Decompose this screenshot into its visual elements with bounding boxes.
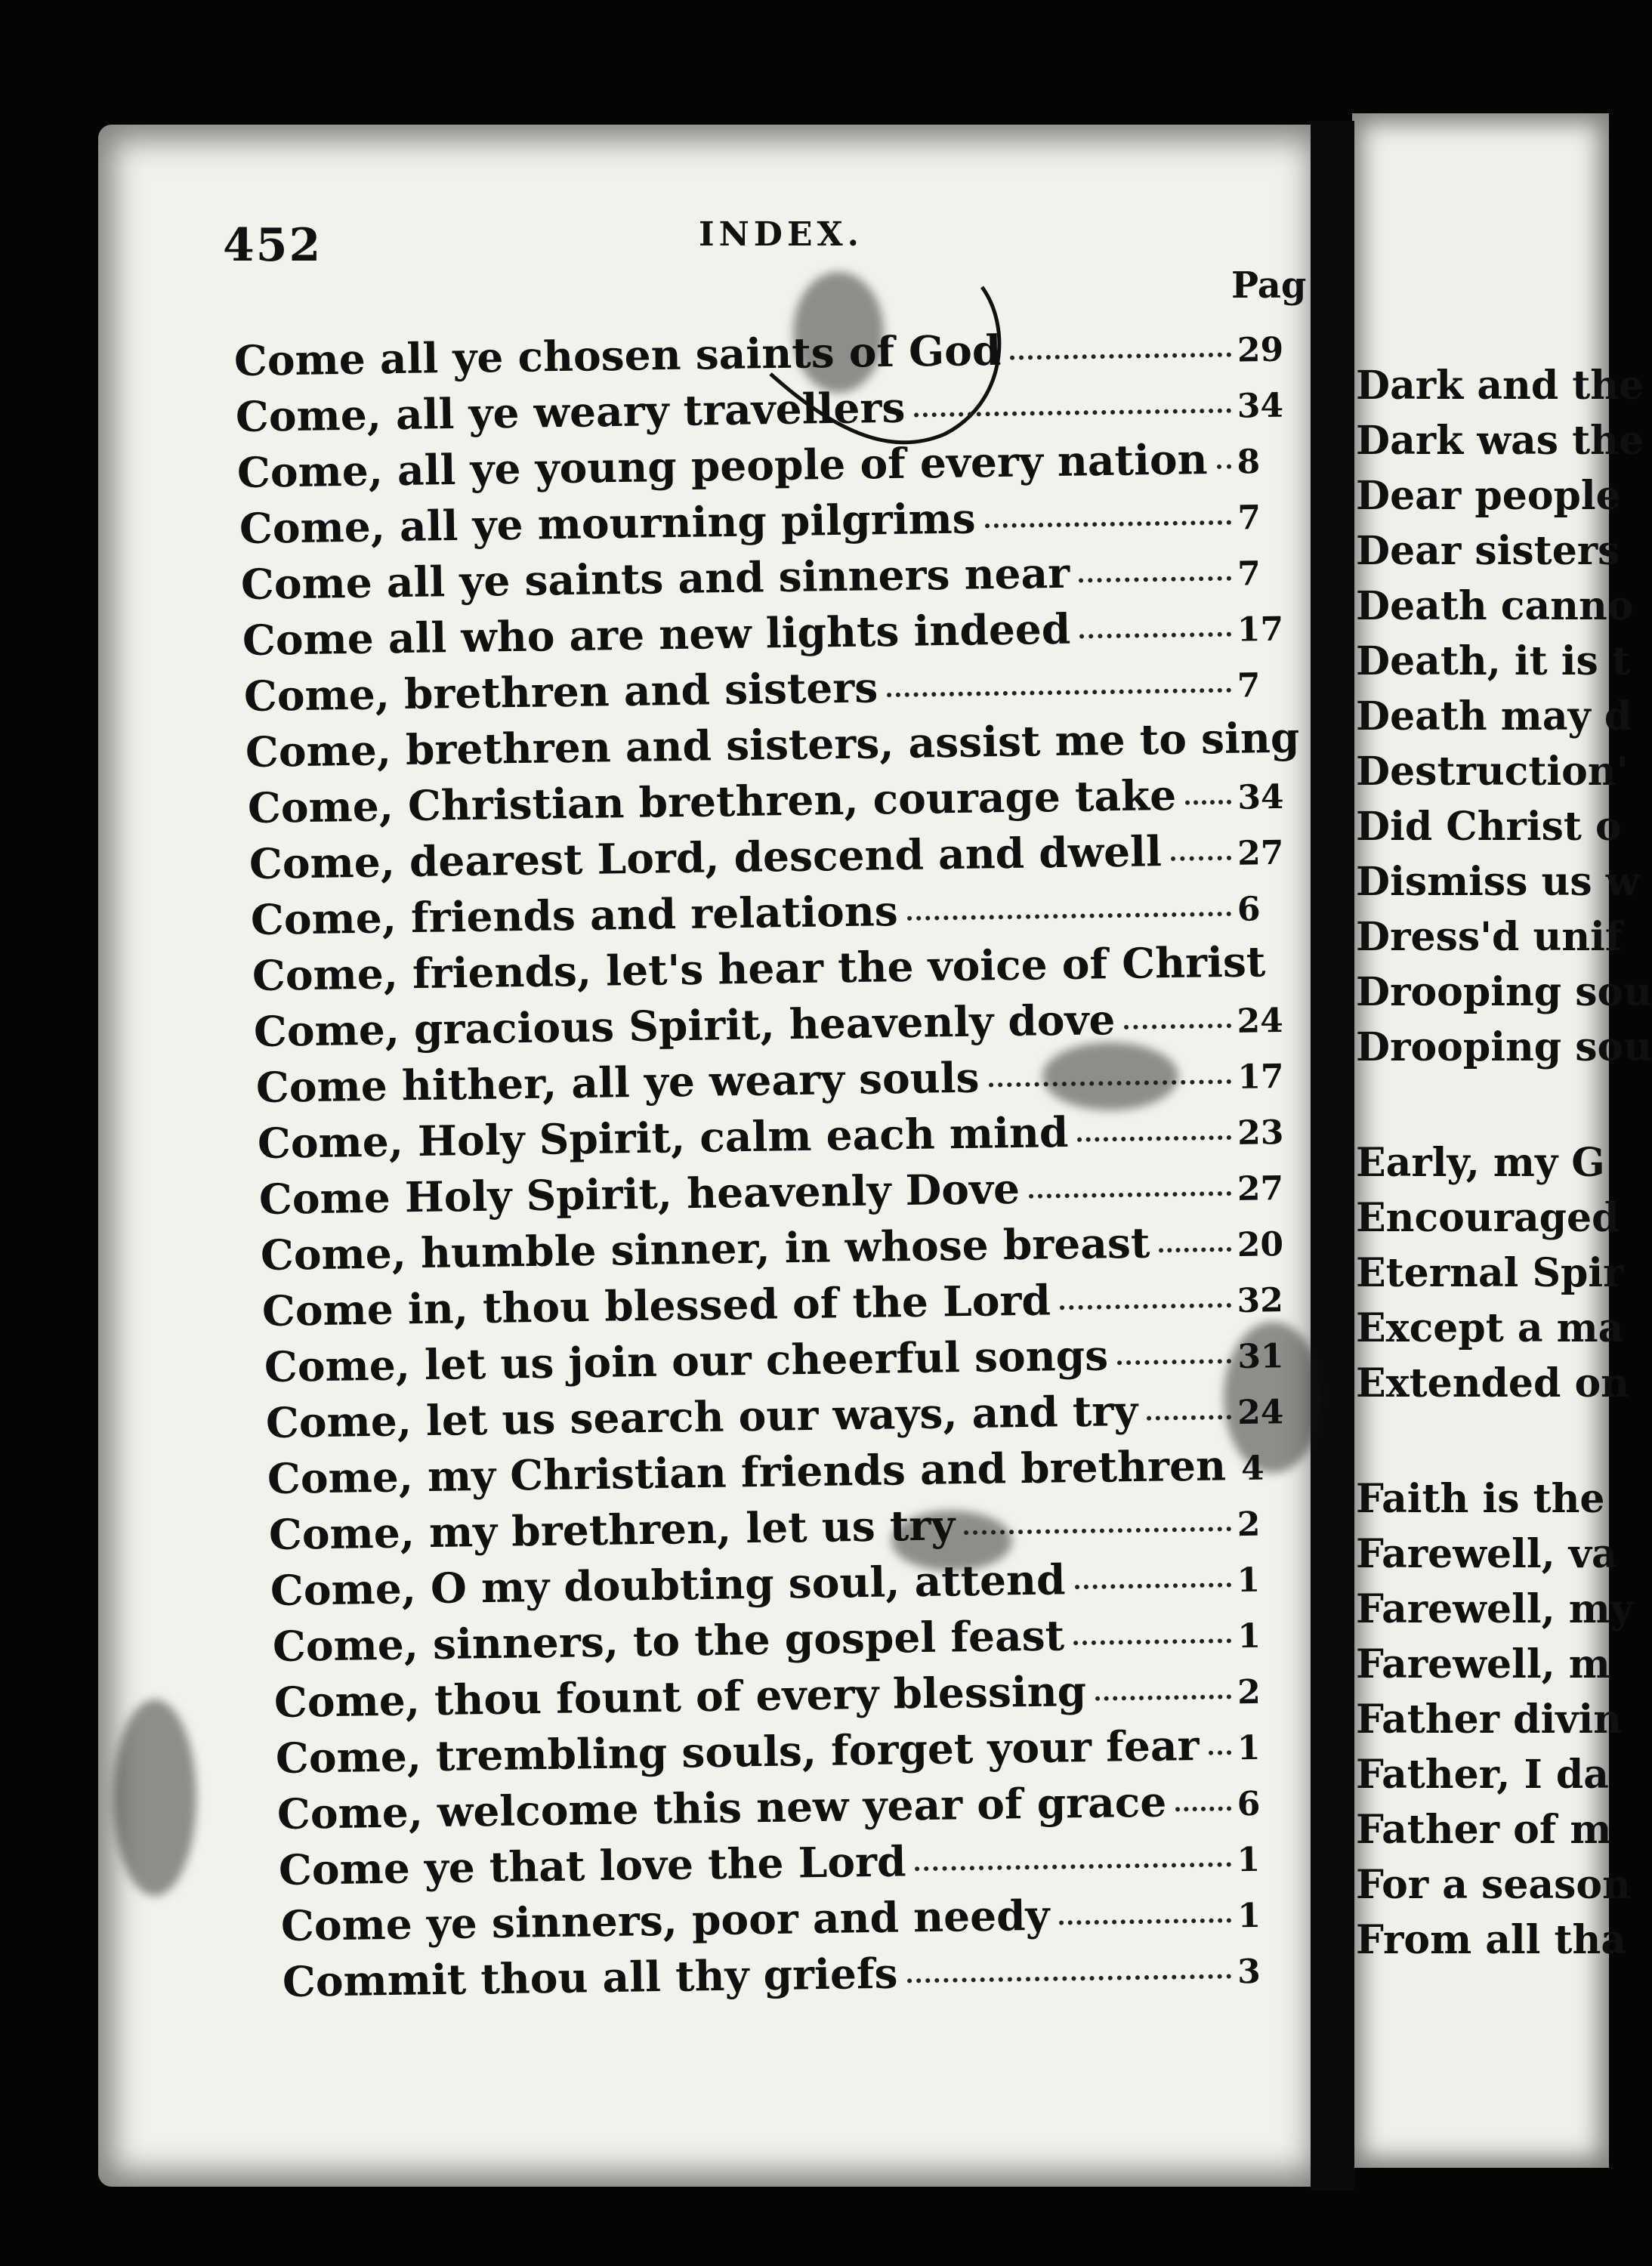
dot-leader — [1075, 1582, 1231, 1589]
dot-leader — [1010, 353, 1231, 360]
entry-page-number: 1 — [1237, 1896, 1261, 1936]
entry-title: Come, all ye young people of every nation — [236, 434, 1209, 497]
dot-leader — [1095, 1694, 1231, 1701]
entry-page-number: 7 — [1237, 554, 1261, 594]
entry-title: Come all who are new lights indeed — [242, 604, 1071, 665]
dot-leader — [1176, 1806, 1232, 1811]
entry-title: Come, sinners, to the gospel feast — [272, 1610, 1065, 1671]
entry-title: Come, thou fount of every blessing — [273, 1666, 1087, 1727]
entry-title: Come, Christian brethren, courage take — [247, 770, 1177, 832]
index-entry-truncated: Except a ma — [1356, 1305, 1624, 1351]
dot-leader — [1147, 1415, 1231, 1421]
entry-title: Come, all ye weary travellers — [235, 382, 906, 441]
index-entry-truncated: Early, my G — [1356, 1140, 1605, 1186]
entry-page-number: 32 — [1237, 1281, 1284, 1320]
entry-page-number: 7 — [1237, 499, 1261, 538]
entry-page-number: 23 — [1237, 1113, 1284, 1153]
entry-title: Come, dearest Lord, descend and dwell — [249, 826, 1163, 888]
dot-leader — [1079, 576, 1231, 583]
dot-leader — [1217, 465, 1231, 469]
entry-page-number: 24 — [1237, 1393, 1284, 1433]
index-entry-truncated: Drooping sou — [1356, 1024, 1652, 1070]
index-entry-truncated: Did Christ o — [1356, 804, 1622, 850]
running-title: INDEX. — [699, 215, 863, 254]
dot-leader — [1125, 1023, 1231, 1030]
entry-title: Come, Holy Spirit, calm each mind — [257, 1107, 1069, 1168]
entry-title: Come, humble sinner, in whose breast — [260, 1218, 1150, 1280]
dot-leader — [984, 520, 1231, 529]
entry-title: Come, trembling souls, forget your fear — [275, 1720, 1200, 1783]
index-entry-truncated: Destruction' — [1356, 749, 1629, 795]
entry-title: Commit thou all thy griefs — [282, 1948, 898, 2006]
index-entry-truncated: From all tha — [1356, 1917, 1627, 1963]
entry-page-number: 24 — [1237, 1001, 1284, 1041]
dot-leader — [1171, 856, 1231, 861]
index-entry-truncated: Dress'd unif — [1356, 914, 1623, 960]
dot-leader — [1060, 1303, 1231, 1310]
dot-leader — [888, 688, 1232, 697]
entry-page-number: 31 — [1237, 1337, 1284, 1377]
dot-leader — [964, 1527, 1231, 1535]
entry-page-number: 2 — [1237, 1672, 1261, 1712]
entry-title: Come, friends and relations — [250, 886, 899, 944]
index-entry-truncated: Faith is the — [1356, 1476, 1605, 1522]
entry-page-number: 8 — [1237, 443, 1261, 482]
entry-page-number: 27 — [1237, 833, 1284, 873]
entry-title: Come ye sinners, poor and needy — [280, 1890, 1050, 1950]
entry-title: Come, my Christian friends and brethren — [267, 1440, 1227, 1503]
entry-title: Come, my brethren, let us try — [268, 1500, 956, 1559]
index-entry-truncated: Father of m — [1356, 1807, 1612, 1853]
entry-title: Come all ye saints and sinners near — [240, 548, 1070, 609]
index-entry-truncated: Extended on — [1356, 1360, 1629, 1406]
dot-leader — [1117, 1359, 1231, 1365]
entry-page-number: 17 — [1237, 1057, 1284, 1097]
entry-title: Come, all ye mourning pilgrims — [239, 493, 976, 553]
dot-leader — [915, 409, 1231, 418]
index-entry-truncated: Dismiss us w — [1356, 859, 1640, 905]
dot-leader — [1029, 1191, 1231, 1199]
dot-leader — [1058, 1918, 1231, 1925]
dot-leader — [988, 1079, 1231, 1087]
index-entry-truncated: Farewell, m — [1356, 1641, 1610, 1687]
entry-page-number: 6 — [1237, 1784, 1261, 1824]
index-entry-truncated: Death canno — [1356, 583, 1634, 629]
index-entry-truncated: Death may d — [1356, 693, 1632, 739]
index-entry-truncated: Father, I da — [1356, 1752, 1609, 1798]
page-column-label: Pag — [1231, 264, 1307, 307]
entry-page-number: 1 — [1237, 1728, 1261, 1768]
entry-page-number: 6 — [1237, 890, 1261, 929]
dot-leader — [916, 1862, 1231, 1871]
entry-title: Come, gracious Spirit, heavenly dove — [253, 995, 1116, 1056]
entry-title: Come Holy Spirit, heavenly Dove — [258, 1163, 1021, 1224]
index-entry-truncated: Dear sisters — [1356, 528, 1620, 574]
entry-page-number: 1 — [1237, 1616, 1261, 1656]
index-entry-truncated: Drooping sou — [1356, 969, 1652, 1015]
entry-title: Come, let us join our cheerful songs — [264, 1330, 1109, 1391]
entry-title: Come hither, all ye weary souls — [255, 1052, 980, 1112]
entry-title: Come all ye chosen saints of God — [233, 325, 1002, 385]
index-entry-truncated: Encouraged — [1356, 1195, 1620, 1241]
entry-page-number: 29 — [1237, 330, 1284, 370]
book-gutter — [1311, 121, 1354, 2190]
entry-title: Come, friends, let's hear the voice of Christ — [252, 937, 1266, 1000]
entry-page-number: 4 — [1240, 1449, 1264, 1488]
entry-title: Come, brethren and sisters, assist me to sing — [245, 712, 1301, 776]
index-entry-truncated: Farewell, my — [1356, 1586, 1634, 1632]
index-entry-truncated: Death, it is t — [1356, 638, 1630, 684]
entry-page-number: 27 — [1237, 1169, 1284, 1209]
index-entry-truncated: Dear people — [1356, 473, 1621, 519]
dot-leader — [1185, 800, 1231, 805]
index-entry-truncated: Dark was the — [1356, 418, 1644, 464]
dot-leader — [1077, 1135, 1231, 1142]
dot-leader — [906, 1974, 1231, 1983]
dot-leader — [907, 912, 1231, 921]
dot-leader — [1209, 1750, 1232, 1755]
index-entry-truncated: Eternal Spir — [1356, 1250, 1624, 1296]
dot-leader — [1079, 632, 1231, 639]
entry-page-number: 2 — [1237, 1505, 1261, 1545]
entry-page-number: 17 — [1237, 610, 1284, 650]
entry-page-number: 7 — [1237, 666, 1261, 705]
entry-title: Come, let us search our ways, and try — [265, 1385, 1138, 1447]
entry-title: Come, O my doubting soul, attend — [270, 1554, 1067, 1615]
entry-page-number: 1 — [1237, 1840, 1261, 1880]
entry-page-number: 20 — [1237, 1225, 1284, 1264]
page-number: 452 — [223, 219, 323, 272]
dot-leader — [1073, 1638, 1231, 1645]
entry-page-number: 3 — [1237, 1952, 1261, 1992]
dot-leader — [1159, 1247, 1232, 1252]
index-entry-truncated: Father divin — [1356, 1696, 1623, 1743]
entry-page-number: 34 — [1237, 386, 1284, 426]
ink-stain — [113, 1700, 196, 1896]
entry-title: Come in, thou blessed of the Lord — [261, 1275, 1051, 1335]
entry-title: Come, brethren and sisters — [243, 662, 878, 721]
entry-title: Come ye that love the Lord — [278, 1836, 907, 1894]
entry-title: Come, welcome this new year of grace — [276, 1777, 1167, 1838]
entry-page-number: 1 — [1237, 1561, 1261, 1601]
index-entry-truncated: Farewell, va — [1356, 1531, 1617, 1577]
entry-page-number: 34 — [1237, 777, 1284, 817]
index-entry-truncated: Dark and the — [1356, 363, 1644, 409]
index-entry-truncated: For a season — [1356, 1862, 1631, 1908]
